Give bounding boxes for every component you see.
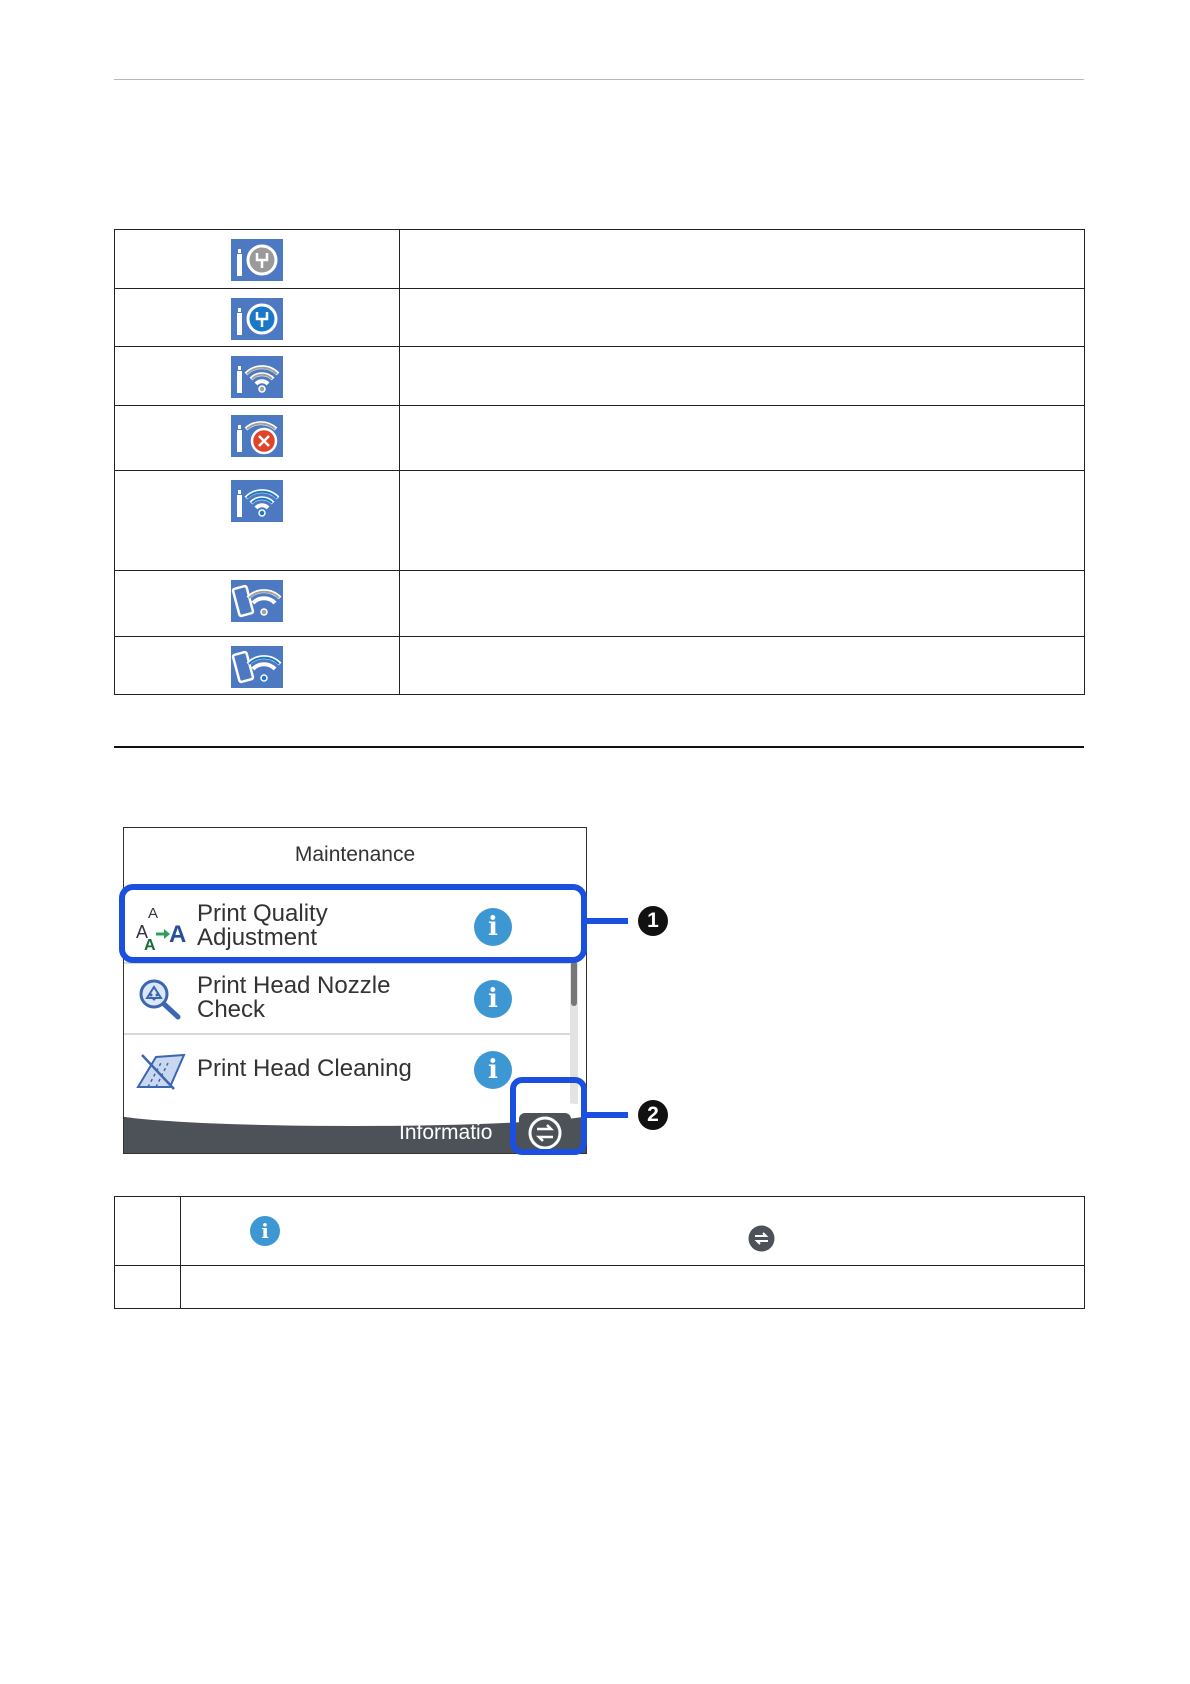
ethernet-connected-icon xyxy=(231,298,283,345)
header-rule xyxy=(114,79,1084,80)
svg-text:A: A xyxy=(136,922,149,942)
table-row xyxy=(115,289,1085,347)
table-row xyxy=(115,230,1085,289)
icon-description xyxy=(400,637,1085,695)
info-icon[interactable]: i xyxy=(474,980,512,1018)
icon-description xyxy=(400,471,1085,571)
menu-item-label: Print Head Cleaning xyxy=(197,1055,412,1082)
wifi-searching-icon xyxy=(231,356,283,403)
callout-line xyxy=(587,1112,628,1118)
wifi-connected-icon xyxy=(231,480,283,527)
icon-description xyxy=(400,406,1085,471)
icon-description xyxy=(400,230,1085,289)
legend-table xyxy=(114,1196,1085,1309)
menu-item-label: Adjustment xyxy=(197,924,318,951)
wifi-direct-disabled-icon xyxy=(231,580,283,627)
screen-title: Maintenance xyxy=(294,843,416,866)
callout-line xyxy=(587,918,628,924)
info-icon: i xyxy=(250,1216,280,1246)
callout-number-1: 1 xyxy=(638,906,668,936)
nozzle-check-icon xyxy=(134,976,184,1020)
legend-text xyxy=(181,1266,1085,1309)
wifi-direct-enabled-icon xyxy=(231,646,283,693)
head-cleaning-icon xyxy=(134,1047,184,1091)
wifi-error-icon xyxy=(231,415,283,462)
svg-text:A: A xyxy=(144,937,156,952)
table-row xyxy=(115,1266,1085,1309)
section-rule xyxy=(114,746,1084,748)
icon-description xyxy=(400,289,1085,347)
legend-number xyxy=(115,1197,181,1266)
info-icon[interactable]: i xyxy=(474,908,512,946)
legend-number xyxy=(115,1266,181,1309)
switch-icon xyxy=(748,1225,775,1252)
network-icon-table xyxy=(114,229,1085,695)
table-row xyxy=(115,471,1085,571)
scrollbar-thumb[interactable] xyxy=(571,961,577,1006)
menu-item-print-head-nozzle-check[interactable] xyxy=(124,962,584,1034)
table-row xyxy=(115,637,1085,695)
menu-item-label: Check xyxy=(197,996,266,1023)
table-row xyxy=(115,347,1085,406)
ethernet-disconnected-icon xyxy=(231,239,283,286)
table-row xyxy=(115,406,1085,471)
icon-description xyxy=(400,571,1085,637)
callout-number-2: 2 xyxy=(638,1100,668,1130)
legend-text xyxy=(181,1197,1085,1266)
highlight-print-quality xyxy=(119,884,587,963)
menu-item-label: Print Quality xyxy=(197,900,328,927)
information-label[interactable]: Informatio xyxy=(399,1121,493,1144)
icon-description xyxy=(400,347,1085,406)
svg-text:A: A xyxy=(148,905,159,922)
info-icon[interactable]: i xyxy=(474,1051,512,1089)
table-row xyxy=(115,571,1085,637)
svg-text:A: A xyxy=(169,921,187,948)
menu-item-label: Print Head Nozzle xyxy=(197,972,391,999)
highlight-switch-button xyxy=(510,1077,587,1155)
